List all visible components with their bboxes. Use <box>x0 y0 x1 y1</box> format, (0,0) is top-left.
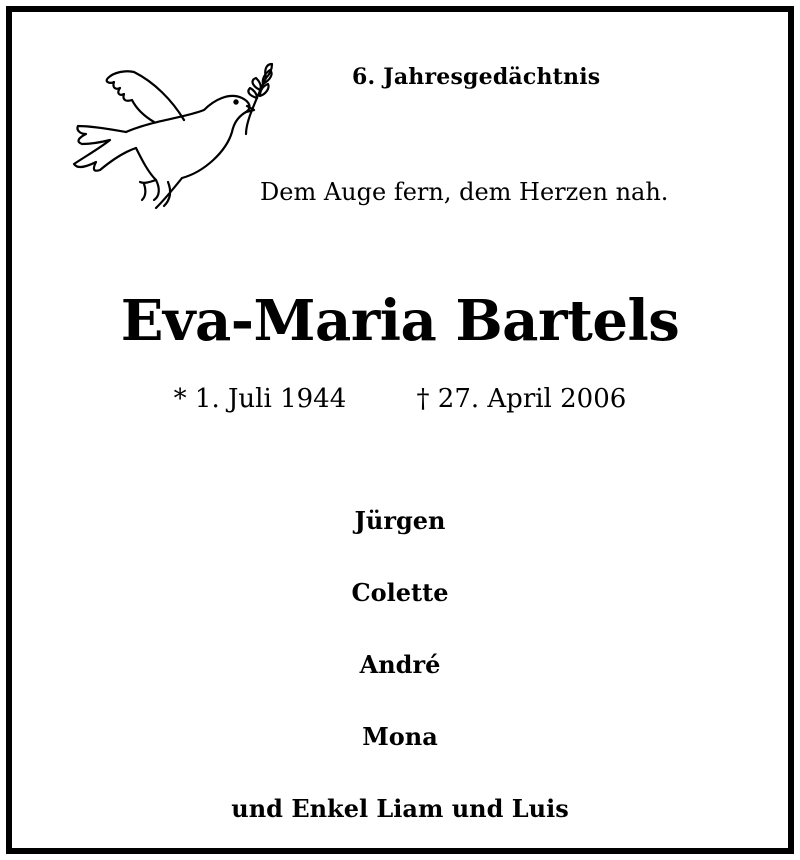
life-dates <box>12 384 788 414</box>
mourner-name: Colette <box>351 578 449 607</box>
anniversary-heading: 6. Jahresgedächtnis <box>352 64 601 90</box>
birth-date: * 1. Juli 1944 <box>173 384 347 414</box>
notice-frame <box>6 6 794 854</box>
motto-text: Dem Auge fern, dem Herzen nah. <box>260 178 669 206</box>
mourner-name: Mona <box>362 722 438 751</box>
mourner-name: Jürgen <box>354 506 446 535</box>
death-date: † 27. April 2006 <box>416 384 627 414</box>
mourner-name: André <box>359 650 441 679</box>
dove-icon <box>64 60 284 220</box>
deceased-name: Eva-Maria Bartels <box>120 288 680 354</box>
mourner-grandchildren: und Enkel Liam und Luis <box>231 794 569 823</box>
